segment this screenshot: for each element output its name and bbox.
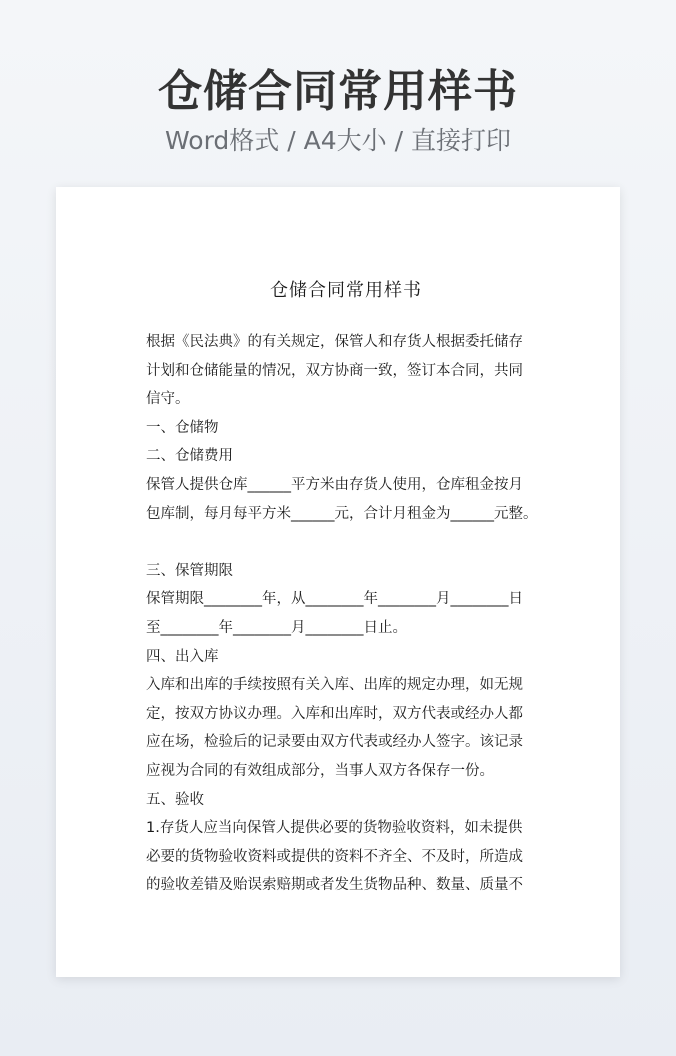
section-heading-storage-period: 三、保管期限 [146,562,233,579]
format-subtitle: Word格式 / A4大小 / 直接打印 [165,126,511,155]
paragraph-line: 计划和仓储能量的情况，双方协商一致，签订本合同，共同 [146,362,523,379]
paragraph-line: 包库制，每月每平方米______元，合计月租金为______元整。 [146,505,538,522]
section-heading-storage-goods: 一、仓储物 [146,419,219,436]
paragraph-line: 入库和出库的手续按照有关入库、出库的规定办理，如无规 [146,677,523,694]
paragraph-line: 应视为合同的有效组成部分，当事人双方各保存一份。 [146,762,494,779]
document-title: 仓储合同常用样书 [270,280,422,301]
paragraph-line: 1.存货人应当向保管人提供必要的货物验收资料，如未提供 [146,820,523,837]
section-heading-inspection: 五、验收 [146,791,204,808]
paragraph-line: 保管人提供仓库______平方米由存货人使用，仓库租金按月 [146,476,523,493]
blank-line [146,528,546,557]
paragraph-line: 的验收差错及贻误索赔期或者发生货物品种、数量、质量不 [146,877,523,894]
paragraph-line: 定，按双方协议办理。入库和出库时，双方代表或经办人都 [146,705,523,722]
section-heading-in-out: 四、出入库 [146,648,219,665]
paragraph-line: 根据《民法典》的有关规定，保管人和存货人根据委托储存 [146,334,523,350]
section-heading-storage-fees: 二、仓储费用 [146,448,233,465]
paragraph-line: 保管期限________年，从________年________月________日 [146,591,523,608]
document-page [56,187,620,977]
document-body [146,279,546,900]
paragraph-line: 应在场，检验后的记录要由双方代表或经办人签字。该记录 [146,734,523,751]
paragraph-line: 信守。 [146,391,190,408]
paragraph-line: 必要的货物验收资料或提供的资料不齐全、不及时，所造成 [146,848,523,865]
paragraph-line: 至________年________月________日止。 [146,619,407,636]
main-title: 仓储合同常用样书 [158,66,518,117]
page-header [0,62,676,158]
